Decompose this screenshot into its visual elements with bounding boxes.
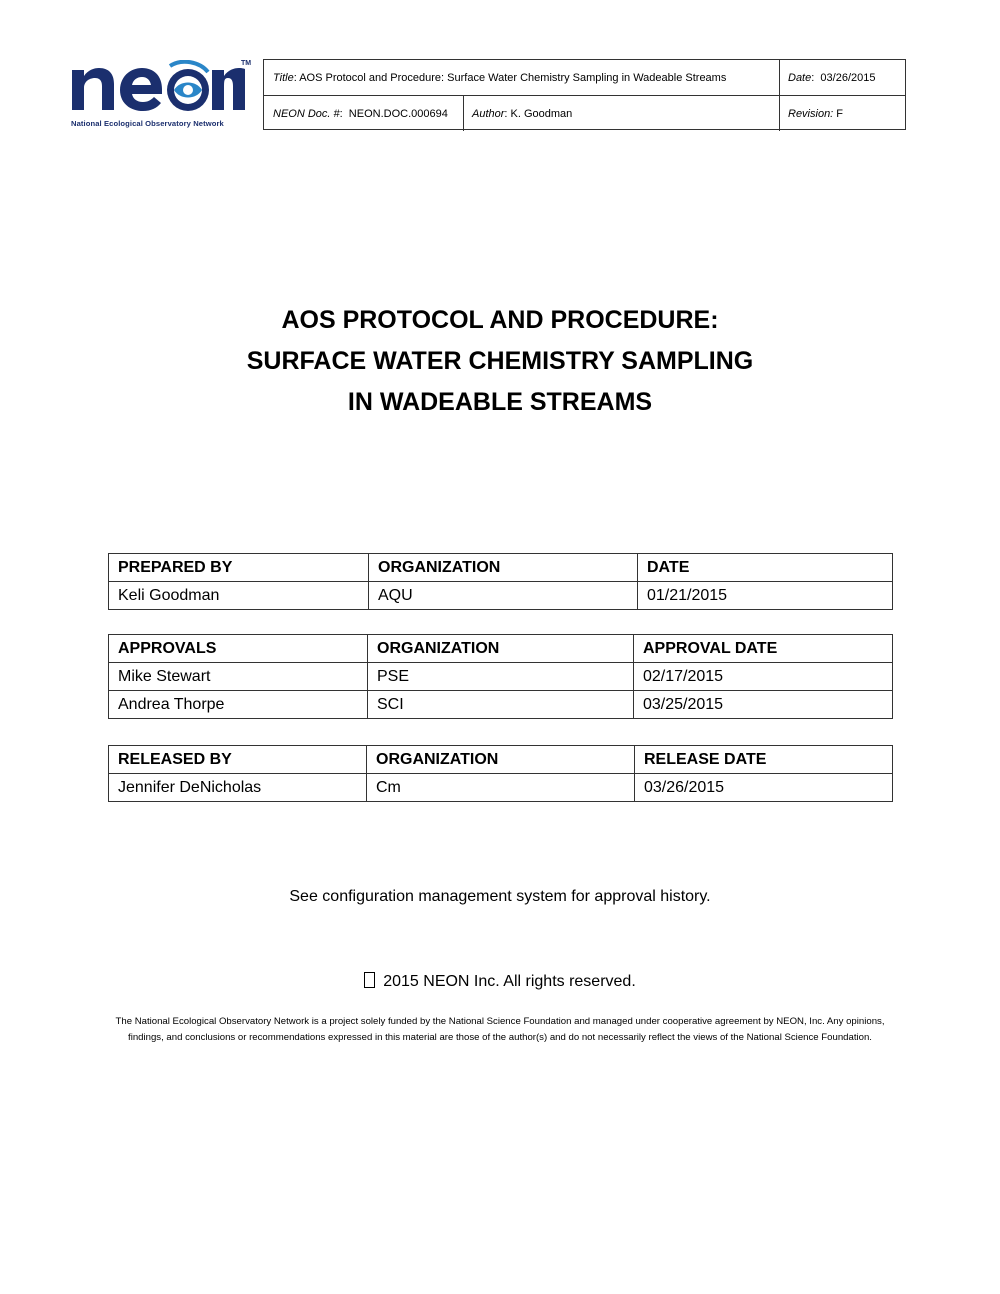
- table-cell: Andrea Thorpe: [109, 691, 368, 719]
- table-header-row: [109, 635, 893, 663]
- copyright-symbol-icon: [364, 972, 375, 988]
- neon-wordmark-icon: [70, 60, 245, 116]
- table-cell: 03/25/2015: [634, 691, 893, 719]
- table-cell: Keli Goodman: [109, 582, 369, 610]
- header-revision-cell: [779, 96, 907, 131]
- header-cell: ORGANIZATION: [367, 746, 635, 774]
- table-cell: Mike Stewart: [109, 663, 368, 691]
- table-cell: AQU: [369, 582, 638, 610]
- title-line: AOS PROTOCOL AND PROCEDURE:: [281, 306, 719, 334]
- released-by-table: [108, 745, 893, 802]
- table-row: [109, 691, 893, 719]
- table-row: [109, 663, 893, 691]
- title-line: SURFACE WATER CHEMISTRY SAMPLING: [246, 347, 754, 375]
- title-label: Title: [273, 71, 294, 84]
- revision-value: F: [833, 107, 844, 120]
- title-line: IN WADEABLE STREAMS: [347, 388, 653, 416]
- document-header-table: [263, 59, 906, 130]
- revision-label: Revision:: [788, 107, 834, 120]
- table-header-row: [109, 746, 893, 774]
- config-management-note: See configuration management system for approval history.: [289, 888, 711, 905]
- header-title-cell: [264, 60, 779, 95]
- date-value: : 03/26/2015: [811, 71, 876, 84]
- document-title: [0, 300, 1000, 423]
- trademark-mark: TM: [241, 60, 252, 67]
- header-date-cell: [779, 60, 907, 95]
- header-doc-number-cell: [264, 96, 463, 131]
- table-cell: 03/26/2015: [635, 774, 893, 802]
- author-label: Author: [472, 107, 505, 120]
- header-cell: PREPARED BY: [109, 554, 369, 582]
- table-cell: Cm: [367, 774, 635, 802]
- header-cell: RELEASED BY: [109, 746, 367, 774]
- header-cell: ORGANIZATION: [368, 635, 634, 663]
- copyright-text: 2015 NEON Inc. All rights reserved.: [383, 973, 636, 990]
- table-header-row: [109, 554, 893, 582]
- approvals-table: [108, 634, 893, 719]
- table-cell: Jennifer DeNicholas: [109, 774, 367, 802]
- logo-tagline: National Ecological Observatory Network: [71, 119, 224, 128]
- table-cell: 02/17/2015: [634, 663, 893, 691]
- header-cell: ORGANIZATION: [369, 554, 638, 582]
- table-row: [109, 582, 893, 610]
- table-cell: PSE: [368, 663, 634, 691]
- header-cell: RELEASE DATE: [635, 746, 893, 774]
- table-cell: 01/21/2015: [638, 582, 893, 610]
- doc-number-label: NEON Doc. #: [273, 107, 340, 120]
- copyright-line: [0, 972, 1000, 991]
- prepared-by-table: [108, 553, 893, 610]
- header-cell: APPROVALS: [109, 635, 368, 663]
- doc-number-value: : NEON.DOC.000694: [339, 107, 448, 120]
- table-row: [109, 774, 893, 802]
- title-value: : AOS Protocol and Procedure: Surface Water Chemistry Sampling in Wadeable Streams: [293, 71, 727, 84]
- neon-logo: [70, 60, 252, 130]
- author-value: : K. Goodman: [504, 107, 573, 120]
- legal-disclaimer: The National Ecological Observatory Network is a project solely funded by the National Science Foundation and managed under cooperative agreement by NEON, Inc. Any opinions, findings, and conclusions or recommendations expressed in this material are those of the author(s) and do not necessarily reflect the views of the National Science Foundation.: [115, 1016, 885, 1043]
- header-author-cell: [463, 96, 779, 131]
- header-cell: DATE: [638, 554, 893, 582]
- table-cell: SCI: [368, 691, 634, 719]
- header-cell: APPROVAL DATE: [634, 635, 893, 663]
- date-label: Date: [788, 71, 812, 84]
